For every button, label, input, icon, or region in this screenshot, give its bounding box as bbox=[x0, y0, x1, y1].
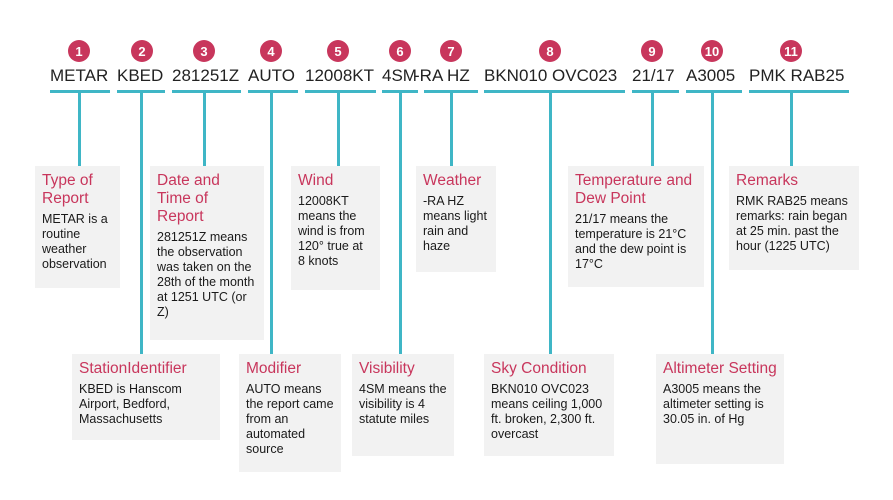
connector-10 bbox=[711, 92, 714, 354]
badge-6: 6 bbox=[389, 40, 411, 62]
connector-4 bbox=[270, 92, 273, 354]
code-station: KBED bbox=[117, 66, 164, 85]
badge-11: 11 bbox=[780, 40, 802, 62]
badge-5: 5 bbox=[327, 40, 349, 62]
connector-7 bbox=[450, 92, 453, 166]
desc-visibility: 4SM means the visibility is 4 statute miles bbox=[359, 382, 447, 426]
badge-9: 9 bbox=[641, 40, 663, 62]
badge-2: 2 bbox=[131, 40, 153, 62]
connector-2 bbox=[140, 92, 143, 354]
badge-1: 1 bbox=[68, 40, 90, 62]
badge-3: 3 bbox=[193, 40, 215, 62]
code-sky: BKN010 OVC023 bbox=[484, 66, 618, 85]
title-altimeter: Altimeter Setting bbox=[663, 360, 777, 377]
connector-8 bbox=[549, 92, 552, 354]
badge-8: 8 bbox=[539, 40, 561, 62]
title-date-time: Date and Time of Report bbox=[157, 172, 220, 225]
connector-5 bbox=[337, 92, 340, 166]
connector-11 bbox=[790, 92, 793, 166]
desc-weather: -RA HZ means light rain and haze bbox=[423, 194, 487, 253]
title-temperature: Temperature and Dew Point bbox=[575, 172, 693, 207]
desc-type-of-report: METAR is a routine weather observation bbox=[42, 212, 108, 271]
title-remarks: Remarks bbox=[736, 172, 799, 189]
box-sky bbox=[484, 354, 614, 456]
desc-temperature: 21/17 means the temperature is 21°C and the dew point is 17°C bbox=[575, 212, 687, 271]
box-type-of-report bbox=[35, 166, 120, 288]
box-remarks bbox=[729, 166, 859, 270]
title-station: StationIdentifier bbox=[79, 360, 187, 377]
badge-10: 10 bbox=[701, 40, 723, 62]
badge-4: 4 bbox=[260, 40, 282, 62]
connector-6 bbox=[399, 92, 402, 354]
code-modifier: AUTO bbox=[248, 66, 295, 85]
title-sky: Sky Condition bbox=[491, 360, 587, 377]
code-remarks: PMK RAB25 bbox=[749, 66, 845, 85]
box-modifier bbox=[239, 354, 341, 472]
desc-modifier: AUTO means the report came from an automated source bbox=[246, 382, 334, 456]
underline-10 bbox=[686, 90, 742, 93]
desc-date-time: 281251Z means the observation was taken on the 28th of the month at 1251 UTC (or Z) bbox=[157, 230, 255, 319]
title-modifier: Modifier bbox=[246, 360, 302, 377]
code-metar: METAR bbox=[50, 66, 109, 85]
code-altimeter: A3005 bbox=[686, 66, 736, 85]
underline-9 bbox=[632, 90, 679, 93]
underline-5 bbox=[305, 90, 376, 93]
box-wind bbox=[291, 166, 380, 290]
code-temp: 21/17 bbox=[632, 66, 675, 85]
code-time: 281251Z bbox=[172, 66, 240, 85]
code-weather: -RA HZ bbox=[414, 66, 470, 85]
box-date-time bbox=[150, 166, 264, 340]
underline-4 bbox=[248, 90, 298, 93]
desc-altimeter: A3005 means the altimeter setting is 30.05 in. of Hg bbox=[663, 382, 764, 426]
title-type-of-report: Type of Report bbox=[42, 172, 93, 207]
code-visibility: 4SM bbox=[382, 66, 417, 85]
underline-11 bbox=[749, 90, 849, 93]
box-station bbox=[72, 354, 220, 440]
desc-wind: 12008KT means the wind is from 120° true at 8 knots bbox=[298, 194, 365, 268]
underline-3 bbox=[172, 90, 241, 93]
connector-1 bbox=[78, 92, 81, 166]
desc-station: KBED is Hanscom Airport, Bedford, Massachusetts bbox=[79, 382, 182, 426]
title-wind: Wind bbox=[298, 172, 334, 189]
desc-remarks: RMK RAB25 means remarks: rain began at 25 min. past the hour (1225 UTC) bbox=[736, 194, 848, 253]
code-wind: 12008KT bbox=[305, 66, 374, 85]
badge-7: 7 bbox=[440, 40, 462, 62]
box-weather bbox=[416, 166, 496, 272]
underline-8 bbox=[484, 90, 625, 93]
connector-3 bbox=[203, 92, 206, 166]
box-temperature bbox=[568, 166, 704, 287]
title-visibility: Visibility bbox=[359, 360, 415, 377]
box-altimeter bbox=[656, 354, 784, 464]
connector-9 bbox=[651, 92, 654, 166]
box-visibility bbox=[352, 354, 454, 456]
desc-sky: BKN010 OVC023 means ceiling 1,000 ft. broken, 2,300 ft. overcast bbox=[491, 382, 603, 441]
title-weather: Weather bbox=[423, 172, 482, 189]
